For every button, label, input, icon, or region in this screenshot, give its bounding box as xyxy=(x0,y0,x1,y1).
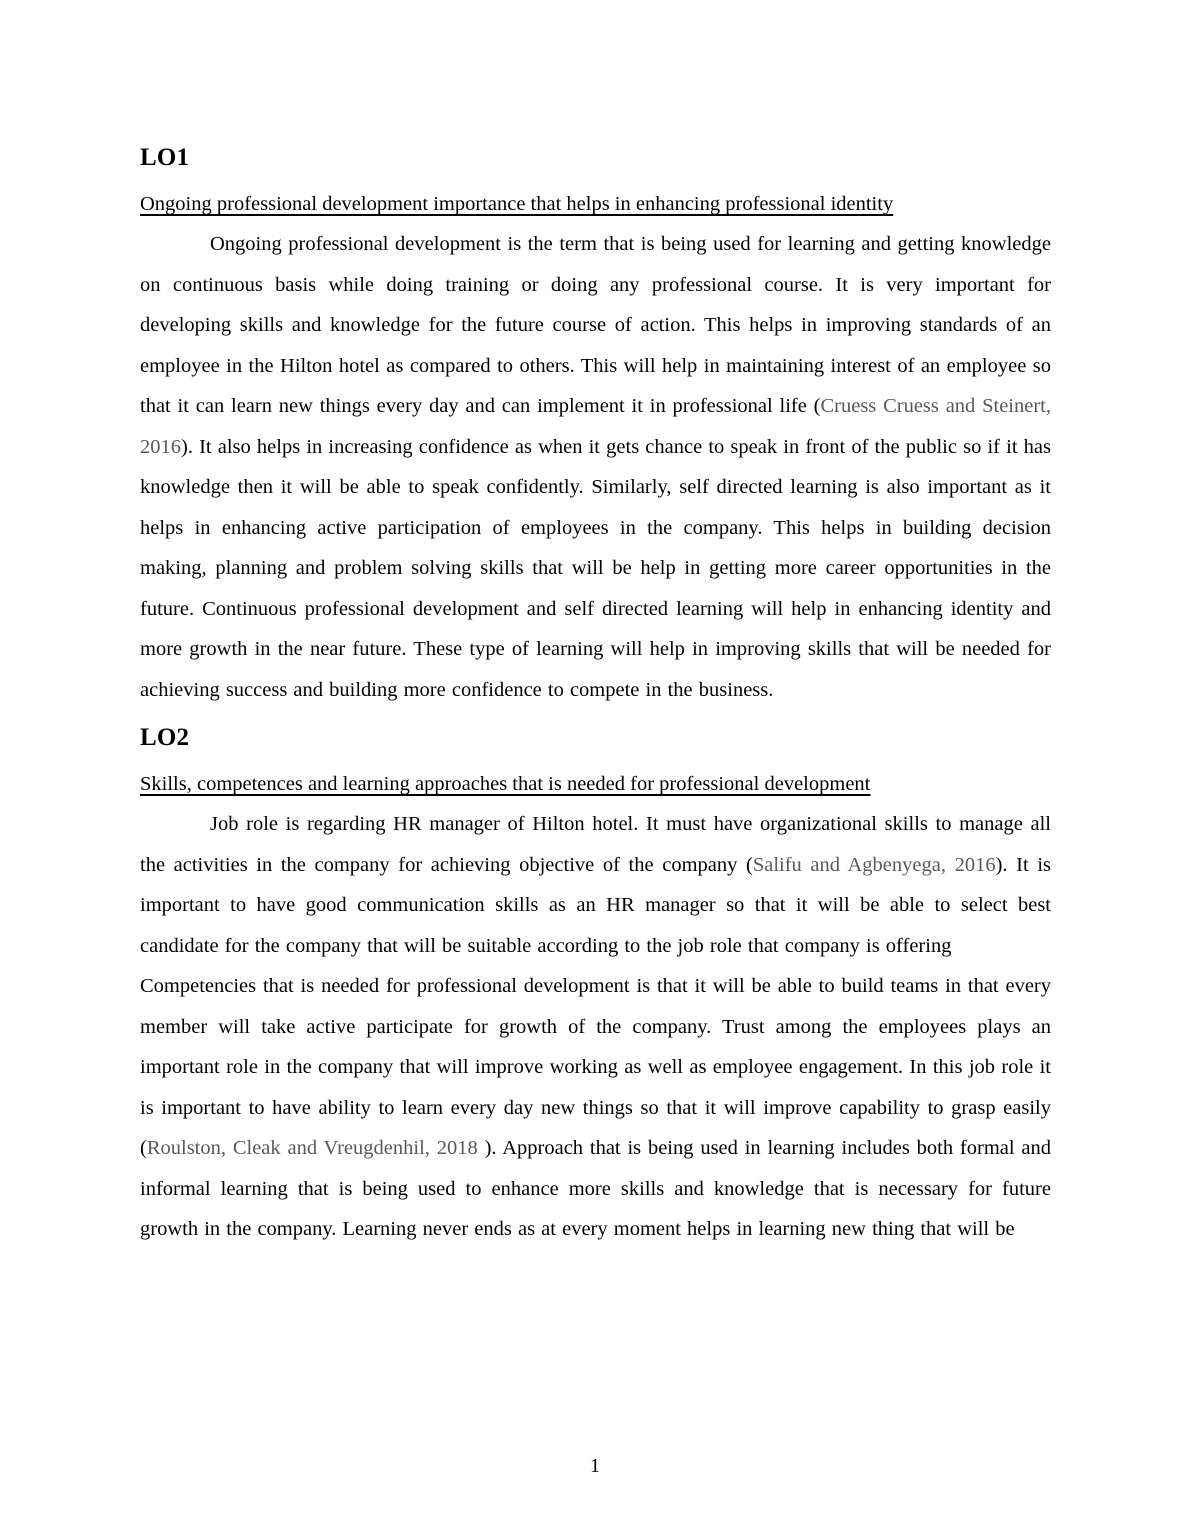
paragraph-text: ). It is important to have good communication skills as an HR manager so that it will be able to select best candidate for the company that will be suitable according to the job role that company is offering xyxy=(140,853,1051,957)
page-number: 1 xyxy=(590,1455,600,1477)
paragraph-text: Ongoing professional development is the term that is being used for learning and getting knowledge on continuous basis while doing training or doing any professional course. It is very important for developing skills and knowledge for the future course of action. This helps in improving standards of an employee in the Hilton hotel as compared to others. This will help in maintaining interest of an employee so that it can learn new things every day and can implement it in professional life ( xyxy=(140,233,1051,417)
section-heading-lo2: LO2 xyxy=(140,724,190,751)
paragraph-text: Job role is regarding HR manager of Hilton hotel. It must have organizational skills to manage all the activities in the company for achieving objective of the company ( xyxy=(140,813,1051,876)
citation: Roulston, Cleak and Vreugdenhil, 2018 xyxy=(146,1137,485,1159)
paragraph-text: ). Approach that is being used in learning includes both formal and informal learning that is being used to enhance more skills and knowledge that is necessary for future growth in the company. Learning never ends as at every moment helps in learning new thing that will be xyxy=(140,1137,1051,1240)
section-heading-lo1: LO1 xyxy=(140,144,190,171)
paragraph-text: ). It also helps in increasing confidence as when it gets chance to speak in front of the public so if it has knowledge then it will be able to speak confidently. Similarly, self directed learning is also important as it helps in enhancing active participation of employees in the company. This helps in building decision making, planning and problem solving skills that will be help in getting more career opportunities in the future. Continuous professional development and self directed learning will help in enhancing identity and more growth in the near future. These type of learning will help in improving skills that will be needed for achieving success and building more confidence to compete in the business. xyxy=(140,435,1051,701)
section-lo2 xyxy=(140,722,1051,1250)
paragraph xyxy=(140,224,1051,710)
paragraph xyxy=(140,804,1051,966)
paragraph-text: Competencies that is needed for professional development is that it will be able to build teams in that every member will take active participate for growth of the company. Trust among the employees plays an important role in the company that will improve working as well as employee engagement. In this job role it is important to have ability to learn every day new things so that it will improve capability to grasp easily ( xyxy=(140,975,1051,1159)
citation: Salifu and Agbenyega, 2016 xyxy=(752,853,996,876)
section-subheading-lo1: Ongoing professional development importance that helps in enhancing professional identity xyxy=(140,193,894,215)
paragraph xyxy=(140,966,1051,1250)
citation: Cruess Cruess and Steinert, 2016 xyxy=(140,395,1051,458)
section-subheading-lo2: Skills, competences and learning approaches that is needed for professional development xyxy=(140,773,871,795)
section-lo1 xyxy=(140,142,1051,710)
